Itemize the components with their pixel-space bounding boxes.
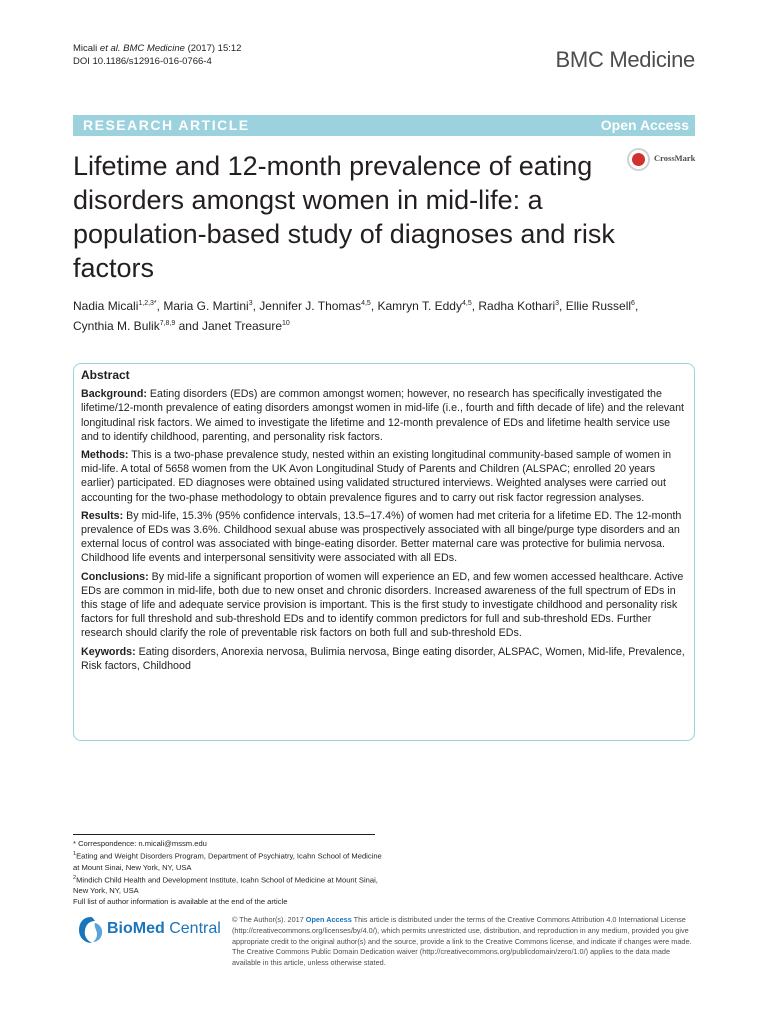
correspondence[interactable]: * Correspondence: n.micali@mssm.edu [73,839,207,848]
affiliation-1 [73,849,383,873]
author-name: Ellie Russell [565,299,632,313]
author-name: Radha Kothari [478,299,556,313]
citation-volume: (2017) 15:12 [184,43,242,54]
author-name: Kamryn T. Eddy [377,299,462,313]
affiliation-text: Mindich Child Health and Development Institute, Icahn School of Medicine at Mount Sinai, New York, NY, USA [73,875,378,896]
author[interactable] [259,299,371,313]
logo-bio: BioMed [107,920,165,937]
abstract [81,368,688,677]
journal-logo: BMC Medicine [555,47,695,72]
biomed-central-icon [77,915,105,945]
section-text: Eating disorders (EDs) are common amongst women; however, no research has specifically investigated the lifetime/12-month prevalence of eating disorders amongst women in mid-life (i.e., fourth and fifth decade of life) and the relevant longitudinal risk factors. We aimed to investigate the lifetime and 12-month prevalence of EDs and lifetime health service use and to identify childhood, parenting, and personality risk factors. [81,388,684,443]
abstract-results [81,509,688,566]
crossmark-badge[interactable] [627,147,699,177]
biomed-central-logo[interactable] [77,915,227,951]
license-open-access: Open Access [305,915,352,924]
open-access-label: Open Access [600,117,689,133]
license-text: This article is distributed under the terms of the Creative Commons Attribution 4.0 International License (http://creativecommons.org/licenses/by/4.0/), which permits unrestricted use, distribution, and reproduction in any medium, provided you give appropriate credit to the original author(s) and the source, provide a link to the Creative Commons license, and indicate if changes were made. The Creative Commons Public Domain Dedication waiver (http://creativecommons.org/publicdomain/zero/1.0/) applies to the data made available in this article, unless otherwise stated. [232,915,692,968]
doi: DOI 10.1186/s12916-016-0766-4 [73,56,212,67]
affiliation-number: 2 [73,874,77,881]
author[interactable] [73,299,157,313]
article-type-banner [73,115,695,136]
abstract-heading: Abstract [81,368,130,382]
author-name: Maria G. Martini [163,299,249,313]
author-affiliation: 3 [555,300,560,307]
author-join: and [175,319,202,333]
author-affiliation: 4,5 [461,300,472,307]
author-affiliation: 3 [248,300,253,307]
author-name: Cynthia M. Bulik [73,319,160,333]
author-info-note: Full list of author information is available at the end of the article [73,897,288,907]
article-type: RESEARCH ARTICLE [83,117,250,133]
section-label: Results: [81,509,124,522]
abstract-keywords [81,645,688,673]
citation-journal: et al. BMC Medicine [99,43,185,54]
section-text: By mid-life a significant proportion of women will experience an ED, and few women accessed healthcare. Active EDs are common in mid-life, both due to new onset and chronic disorders. Increased awareness of the full spectrum of EDs in this stage of life and adequate service provision is important. This is the first study to investigate childhood and personality risk factors for full threshold and sub-threshold EDs and to identify common predictors for full and sub-threshold EDs. Further research should clarify the role of preventable risk factors on both full and sub-threshold EDs. [81,570,684,640]
logo-central: Central [164,920,221,937]
author-affiliation: 10 [282,320,290,327]
article-title: Lifetime and 12-month prevalence of eating disorders amongst women in mid-life: a population-based study of diagnoses and risk factors [73,151,615,283]
affiliation-text: Eating and Weight Disorders Program, Department of Psychiatry, Icahn School of Medicine at Mount Sinai, New York, NY, USA [73,851,382,872]
citation-line [73,42,241,55]
author[interactable] [202,319,290,333]
author-name: Janet Treasure [201,319,283,333]
author-name: Jennifer J. Thomas [259,299,362,313]
author[interactable] [378,299,472,313]
author-list: Nadia Micali$^{1,2,3*}$, Maria G. Martini$^3$, Jennifer J. Thomas$^{4,5}$, Kamryn T. Eddy$^{4,5}$, Radha Kothari$^3$, Ellie Russell$^6$, Cynthia M. Bulik$^{7,8,9}$ and Janet Treasure$^{10}$ [73,299,639,333]
author-affiliation: 7,8,9 [159,320,176,327]
abstract-conclusions [81,570,688,641]
affiliation-number: 1 [73,851,77,857]
section-label: Background: [81,388,147,401]
section-label: Conclusions: [81,570,149,583]
footnote-divider [73,834,375,835]
footnotes [73,838,383,907]
biomed-central-wordmark [107,920,221,938]
section-text: Eating disorders, Anorexia nervosa, Bulimia nervosa, Binge eating disorder, ALSPAC, Women, Mid-life, Prevalence, Risk factors, Childhood [81,645,685,672]
abstract-background [81,387,688,444]
abstract-methods [81,448,688,505]
section-label: Keywords: [81,645,136,658]
author-affiliation: 6 [631,300,635,307]
section-text: By mid-life, 15.3% (95% confidence intervals, 13.5–17.4%) of women had met criteria for a lifetime ED. The 12-month prevalence of EDs was 3.6%. Childhood sexual abuse was prospectively associated with all binge/purge type disorders and an external locus of control was associated with binge-eating disorder. Better maternal care was protective for bulimia nervosa. Childhood life events and interpersonal sensitivity were associated with all EDs. [81,509,682,565]
author[interactable] [478,299,559,313]
author[interactable] [566,299,635,313]
author[interactable] [73,319,175,333]
author-affiliation: 1,2,3* [138,300,157,307]
crossmark-label: CrossMark [654,153,696,163]
copyright: © The Author(s). 2017 [232,915,306,924]
section-label: Methods: [81,449,129,462]
author-name: Nadia Micali [73,299,139,313]
author-affiliation: 4,5 [361,300,371,307]
crossmark-icon [627,148,650,171]
license-notice [232,915,695,969]
section-text: This is a two-phase prevalence study, nested within an existing longitudinal community-based sample of women in mid-life. A total of 5658 women from the UK Avon Longitudinal Study of Parents and Children (ALSPAC; enrolled 20 years earlier) participated. ED diagnoses were obtained using validated structured interviews. Weighted analyses were carried out accounting for the two-phase methodology to obtain prevalence figures and to carry out risk factor regression analyses. [81,449,672,504]
author[interactable] [163,299,252,313]
affiliation-2 [73,873,383,897]
citation-header [73,42,241,68]
citation-authors: Micali [73,43,100,54]
